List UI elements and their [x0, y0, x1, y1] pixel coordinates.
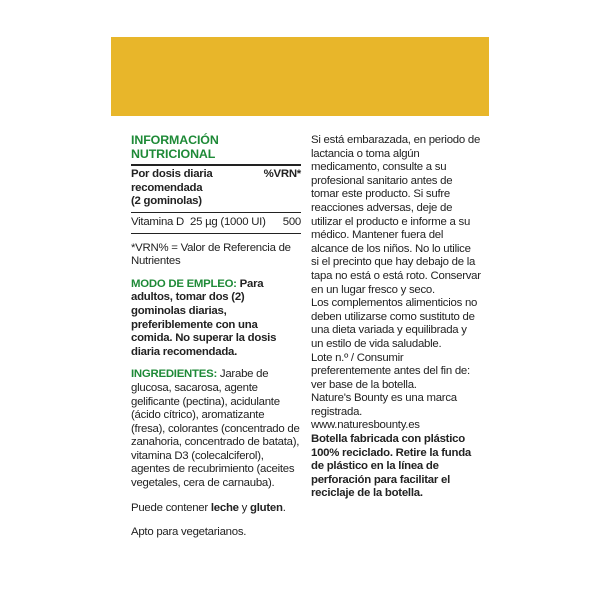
header-banner: [111, 37, 489, 116]
dose-label: Por dosis diaria recomendada (2 gominolas): [131, 168, 213, 208]
allergen-note: Puede contener leche y gluten.: [131, 501, 286, 514]
nutrition-row-vitamin-d: [131, 213, 301, 234]
nutrition-heading: INFORMACIÓN NUTRICIONAL: [131, 134, 301, 166]
lot-text: Lote n.º / Consumir preferentemente antes del fin de: ver base de la botella.: [311, 351, 470, 391]
usage-section: [131, 278, 301, 360]
website-text: www.naturesbounty.es: [311, 419, 420, 432]
nutrition-table-header: [131, 166, 301, 213]
left-column: [131, 134, 301, 540]
vegetarian-note: Apto para vegetarianos.: [131, 526, 247, 539]
allergen-milk: leche: [210, 501, 239, 514]
ingredients-section: [131, 368, 301, 490]
vrn-footnote: *VRN% = Valor de Referencia de Nutrientes: [131, 241, 291, 268]
right-column: [311, 134, 481, 501]
brand-text: Nature's Bounty es una marca registrada.: [311, 392, 457, 418]
usage-heading: MODO DE EMPLEO:: [131, 277, 237, 290]
ingredients-text: Jarabe de glucosa, sacarosa, agente gelificante (pectina), acidulante (ácido cítrico), aromatizante (fresa), colorantes (concentrado de zanahoria, concentrado de batata), vitamina D3 (colecalciferol), agentes de recubrimiento (aceites vegetales, cera de carnauba).: [131, 368, 300, 490]
ingredients-heading: INGREDIENTES:: [131, 368, 217, 381]
nutrient-name: Vitamina D: [131, 215, 185, 228]
nutrient-vrn: 500: [282, 215, 301, 228]
vrn-header: %VRN*: [263, 168, 301, 181]
supplement-text: Los complementos alimenticios no deben utilizarse como sustituto de una dieta variada y equilibrada y un estilo de vida saludable.: [311, 297, 478, 350]
nutrient-amount: 25 µg (1000 UI): [190, 215, 266, 228]
warning-text: Si está embarazada, en periodo de lactancia o toma algún medicamento, consulte a su profesional sanitario antes de tomar este producto. Si sufre reacciones adversas, deje de utilizar el producto e informe a su médico. Mantener fuera del alcance de los niños. No lo utilice si el precinto que hay debajo de la tapa no está o está roto. Conservar en un lugar fresco y seco.: [311, 134, 481, 296]
allergen-gluten: gluten: [250, 501, 283, 514]
recycle-text: Botella fabricada con plástico 100% reciclado. Retire la funda de plástico en la línea de perforación para facilitar el reciclaje de la botella.: [311, 433, 472, 500]
usage-text: Para adultos, tomar dos (2) gominolas diarias, preferiblemente con una comida. No superar la dosis diaria recomendada.: [131, 277, 277, 358]
